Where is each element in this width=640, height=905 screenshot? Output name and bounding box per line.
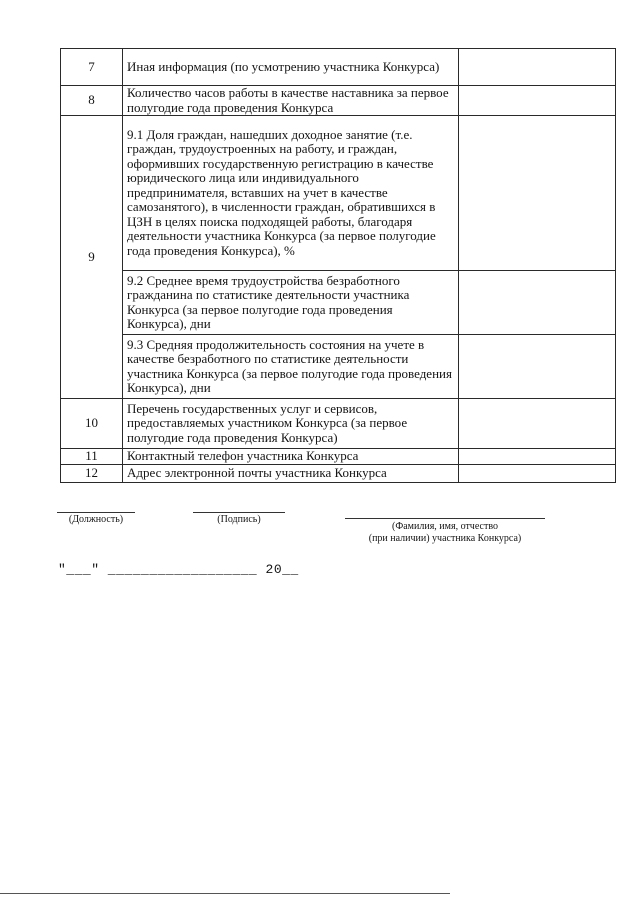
row-description: Количество часов работы в качестве наставника за первое полугодие года проведения Конкурса <box>123 86 459 116</box>
table-row <box>61 465 616 483</box>
row-description: 9.1 Доля граждан, нашедших доходное занятие (т.е. граждан, трудоустроенных на работу, и граждан, оформивших государственную регистрацию в качестве юридического лица или индивидуального предпринимателя, вставших на учет в качестве самозанятого), в численности граждан, обратившихся в ЦЗН в целях поиска подходящей работы, благодаря деятельности участника Конкурса (за первое полугодие года проведения Конкурса), % <box>123 116 459 271</box>
table-row <box>61 449 616 465</box>
value-cell[interactable] <box>459 399 616 449</box>
sign-label: (Подпись) <box>217 514 261 525</box>
value-cell[interactable] <box>459 86 616 116</box>
row-description: Иная информация (по усмотрению участника Конкурса) <box>123 49 459 86</box>
position-signature-line[interactable] <box>57 512 135 513</box>
value-cell[interactable] <box>459 335 616 399</box>
row-description: 9.3 Средняя продолжительность состояния на учете в качестве безработного по статистике деятельности участника Конкурса (за первое полугодие года проведения Конкурса), дни <box>123 335 459 399</box>
row-description: Контактный телефон участника Конкурса <box>123 449 459 465</box>
row-description: 9.2 Среднее время трудоустройства безработного гражданина по статистике деятельности участника Конкурса (за первое полугодие года проведения Конкурса), дни <box>123 271 459 335</box>
row-number: 8 <box>61 86 123 116</box>
footer-rule <box>0 893 450 894</box>
table-row <box>61 399 616 449</box>
row-number: 11 <box>61 449 123 465</box>
value-cell[interactable] <box>459 116 616 271</box>
value-cell[interactable] <box>459 449 616 465</box>
value-cell[interactable] <box>459 271 616 335</box>
date-field[interactable]: "___" __________________ 20__ <box>58 562 299 577</box>
table-row <box>61 116 616 271</box>
table-row <box>61 49 616 86</box>
table-row <box>61 86 616 116</box>
sign-signature-line[interactable] <box>193 512 285 513</box>
info-table <box>60 48 616 483</box>
name-label-line2: (при наличии) участника Конкурса) <box>368 533 522 544</box>
table-row <box>61 271 616 335</box>
name-label-line1: (Фамилия, имя, отчество <box>392 521 498 532</box>
row-number: 7 <box>61 49 123 86</box>
row-number: 12 <box>61 465 123 483</box>
row-number: 10 <box>61 399 123 449</box>
row-description: Перечень государственных услуг и сервисов, предоставляемых участником Конкурса (за первое полугодие года проведения Конкурса) <box>123 399 459 449</box>
row-number: 9 <box>61 116 123 399</box>
position-label: (Должность) <box>68 514 124 525</box>
name-signature-line[interactable] <box>345 518 545 519</box>
value-cell[interactable] <box>459 49 616 86</box>
value-cell[interactable] <box>459 465 616 483</box>
table-row <box>61 335 616 399</box>
row-description: Адрес электронной почты участника Конкурса <box>123 465 459 483</box>
